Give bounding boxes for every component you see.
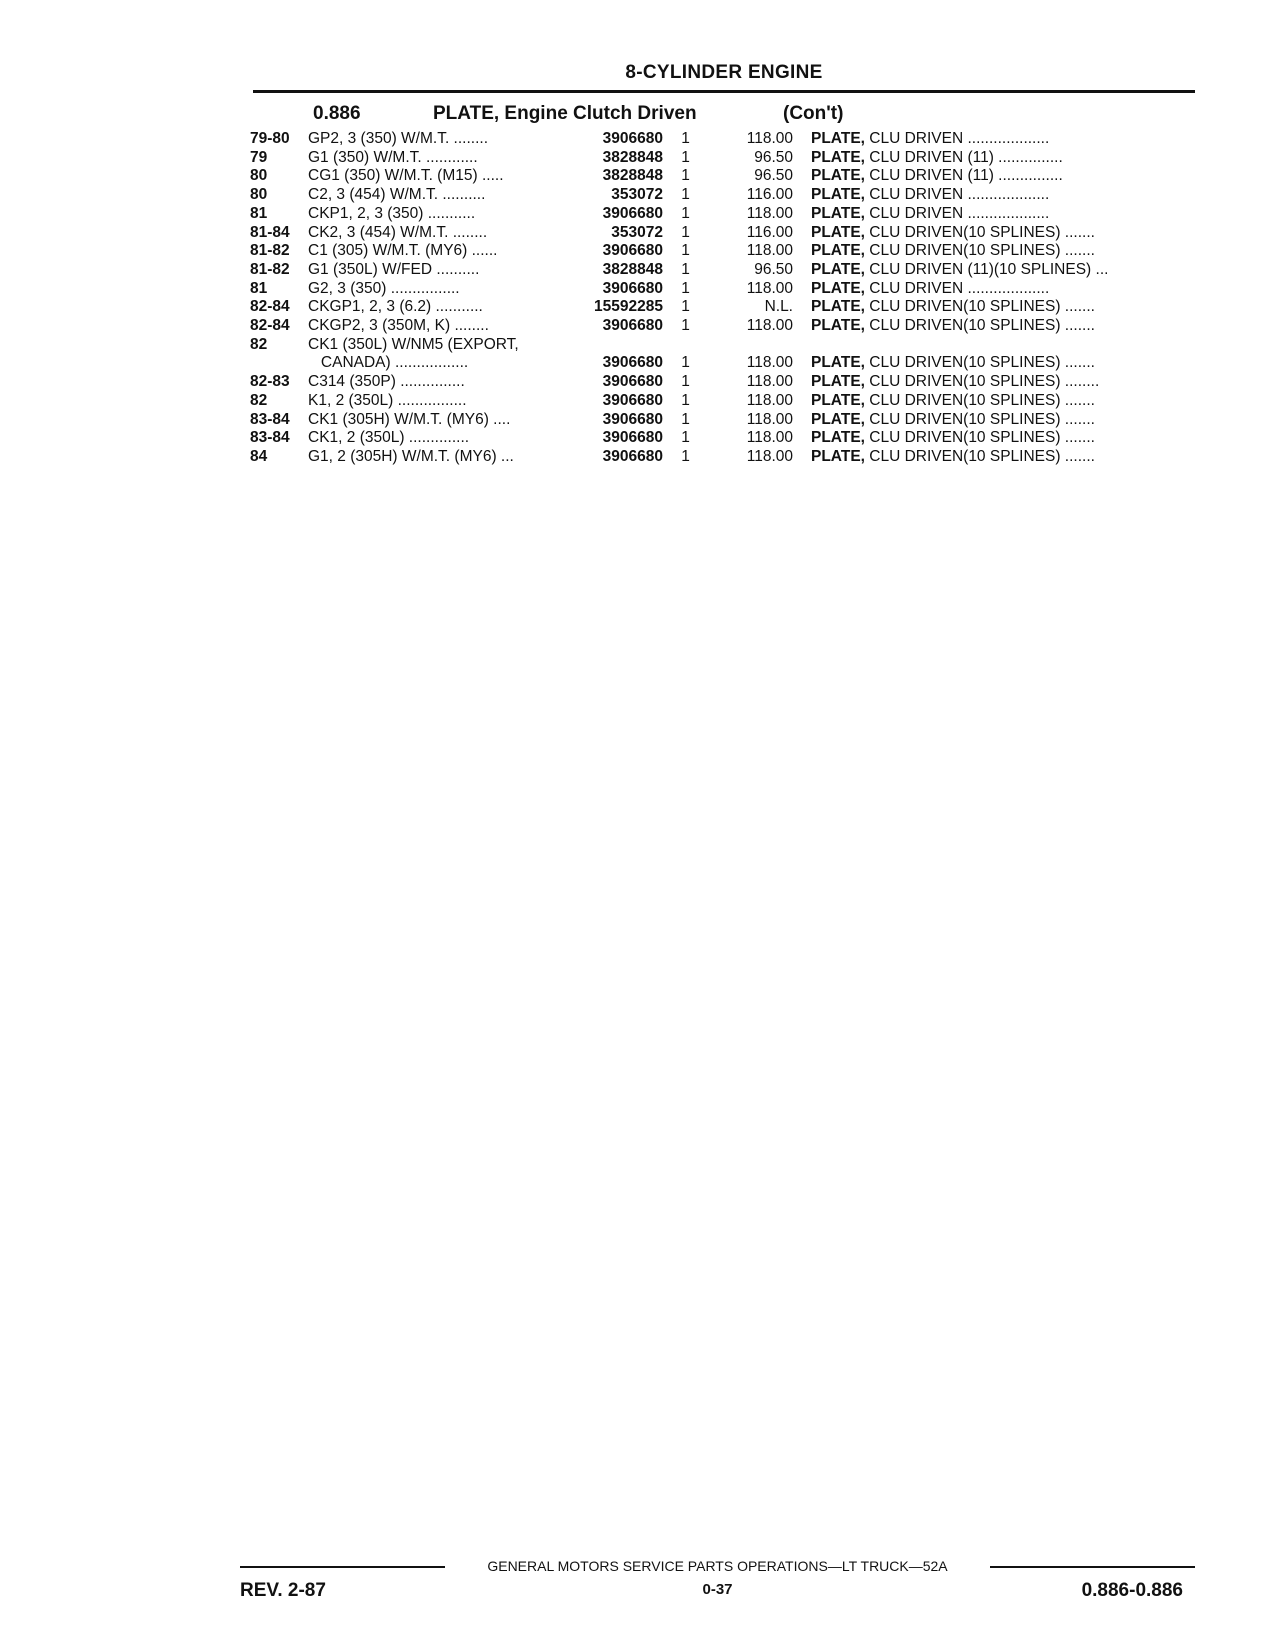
section-heading	[313, 103, 843, 125]
quantity-cell: 1	[681, 223, 690, 241]
description-text: CLU DRIVEN(10 SPLINES) ........	[864, 373, 1100, 391]
description-cell	[811, 167, 1176, 186]
price-cell: 118.00	[746, 279, 793, 297]
description-keyword: PLATE,	[811, 429, 865, 447]
quantity-cell: 1	[681, 130, 690, 147]
quantity-cell: 1	[681, 204, 690, 222]
part-number-cell: 3906680	[602, 447, 663, 465]
price-cell: 96.50	[754, 260, 793, 278]
description-text: CLU DRIVEN(10 SPLINES) .......	[864, 354, 1095, 372]
description-keyword: PLATE,	[811, 242, 865, 260]
description-cell	[811, 298, 1176, 317]
description-cell	[811, 224, 1176, 243]
parts-table	[250, 130, 1176, 467]
quantity-cell: 1	[681, 167, 690, 185]
year-cell: 81-82	[250, 242, 290, 260]
part-number-cell: 15592285	[594, 298, 663, 316]
table-row	[250, 261, 1176, 280]
description-keyword: PLATE,	[811, 279, 865, 297]
part-number-cell: 3906680	[602, 317, 663, 335]
year-cell: 81-82	[250, 260, 290, 278]
price-cell	[708, 336, 811, 355]
quantity-cell: 1	[681, 317, 690, 335]
quantity-cell: 1	[681, 148, 690, 166]
model-cell: G1, 2 (305H) W/M.T. (MY6) ...	[308, 447, 514, 465]
part-number-cell: 3906680	[602, 204, 663, 222]
description-keyword: PLATE,	[811, 167, 865, 185]
description-cell	[811, 205, 1176, 224]
description-text: CLU DRIVEN(10 SPLINES) .......	[864, 391, 1095, 409]
part-number-cell: 3906680	[602, 279, 663, 297]
footer-publisher: GENERAL MOTORS SERVICE PARTS OPERATIONS—LT TRUCK—52A	[487, 1558, 948, 1574]
description-keyword: PLATE,	[811, 317, 865, 335]
part-number-cell: 3906680	[602, 373, 663, 391]
year-cell: 80	[250, 186, 268, 204]
year-cell: 79	[250, 148, 268, 166]
description-keyword: PLATE,	[811, 391, 865, 409]
table-row	[250, 392, 1176, 411]
quantity-cell	[663, 336, 708, 355]
price-cell: 118.00	[746, 429, 793, 447]
model-cell: CKP1, 2, 3 (350) ...........	[308, 204, 476, 222]
price-cell: 118.00	[746, 354, 793, 372]
year-cell: 81	[250, 279, 268, 297]
table-row	[250, 186, 1176, 205]
year-cell: 82-84	[250, 317, 290, 335]
description-text: CLU DRIVEN ...................	[864, 279, 1050, 297]
footer-revision: REV. 2-87	[240, 1580, 326, 1601]
table-row	[250, 336, 1176, 355]
price-cell: 118.00	[746, 410, 793, 428]
model-cell: CK1, 2 (350L) ..............	[308, 429, 470, 447]
quantity-cell: 1	[681, 410, 690, 428]
part-number-cell: 353072	[611, 186, 663, 204]
table-row	[250, 354, 1176, 373]
model-cell: C314 (350P) ...............	[308, 373, 465, 391]
table-row	[250, 411, 1176, 430]
parts-table-body	[250, 130, 1176, 467]
footer-page-number: 0-37	[702, 1581, 733, 1598]
year-cell: 82-83	[250, 373, 290, 391]
year-cell: 79-80	[250, 130, 290, 147]
description-cell	[811, 261, 1176, 280]
quantity-cell: 1	[681, 373, 690, 391]
price-cell: N.L.	[764, 298, 793, 316]
model-cell: CG1 (350) W/M.T. (M15) .....	[308, 167, 504, 185]
description-keyword: PLATE,	[811, 130, 865, 147]
description-text: CLU DRIVEN (11)(10 SPLINES) ...	[864, 260, 1109, 278]
model-cell: G2, 3 (350) ................	[308, 279, 460, 297]
description-text: CLU DRIVEN(10 SPLINES) .......	[864, 298, 1095, 316]
table-row	[250, 448, 1176, 467]
table-row	[250, 429, 1176, 448]
quantity-cell: 1	[681, 260, 690, 278]
description-cell	[811, 354, 1176, 373]
model-cell: CK2, 3 (454) W/M.T. ........	[308, 223, 488, 241]
description-keyword: PLATE,	[811, 223, 865, 241]
section-description: PLATE, Engine Clutch Driven	[433, 103, 697, 124]
part-number-cell: 3906680	[602, 130, 663, 147]
description-keyword: PLATE,	[811, 354, 865, 372]
description-text: CLU DRIVEN ...................	[864, 130, 1050, 147]
description-text: CLU DRIVEN ...................	[864, 204, 1050, 222]
part-number-cell: 3906680	[602, 354, 663, 372]
description-keyword: PLATE,	[811, 373, 865, 391]
section-code: 0.886	[313, 103, 361, 124]
year-cell: 84	[250, 447, 268, 465]
footer-range: 0.886-0.886	[1081, 1580, 1183, 1601]
description-keyword: PLATE,	[811, 186, 865, 204]
description-keyword: PLATE,	[811, 447, 865, 465]
price-cell: 118.00	[746, 204, 793, 222]
year-cell: 82-84	[250, 298, 290, 316]
year-cell: 83-84	[250, 410, 290, 428]
model-cell: GP2, 3 (350) W/M.T. ........	[308, 130, 489, 147]
part-number-cell: 3828848	[602, 148, 663, 166]
price-cell: 96.50	[754, 167, 793, 185]
page-title: 8-CYLINDER ENGINE	[625, 62, 823, 83]
description-text: CLU DRIVEN (11) ...............	[864, 148, 1063, 166]
description-cell	[811, 448, 1176, 467]
quantity-cell: 1	[681, 391, 690, 409]
description-cell	[811, 336, 1176, 355]
description-cell	[811, 130, 1176, 149]
quantity-cell: 1	[681, 242, 690, 260]
price-cell: 116.00	[746, 223, 793, 241]
price-cell: 116.00	[746, 186, 793, 204]
year-cell	[250, 354, 308, 373]
table-row	[250, 167, 1176, 186]
part-number-cell: 353072	[611, 223, 663, 241]
page-header	[253, 60, 1195, 93]
description-text: CLU DRIVEN(10 SPLINES) .......	[864, 447, 1095, 465]
description-cell	[811, 149, 1176, 168]
year-cell: 81	[250, 204, 268, 222]
description-cell	[811, 392, 1176, 411]
table-row	[250, 205, 1176, 224]
year-cell: 82	[250, 335, 268, 353]
table-row	[250, 130, 1176, 149]
part-number-cell: 3906680	[602, 429, 663, 447]
model-cell: G1 (350L) W/FED ..........	[308, 260, 480, 278]
price-cell: 118.00	[746, 447, 793, 465]
description-cell	[811, 242, 1176, 261]
part-number-cell: 3906680	[602, 242, 663, 260]
section-continued: (Con't)	[783, 103, 844, 124]
price-cell: 118.00	[746, 242, 793, 260]
quantity-cell: 1	[681, 447, 690, 465]
year-cell: 80	[250, 167, 268, 185]
price-cell: 118.00	[746, 391, 793, 409]
description-keyword: PLATE,	[811, 148, 865, 166]
description-text: CLU DRIVEN ...................	[864, 186, 1050, 204]
year-cell: 82	[250, 391, 268, 409]
model-cell: K1, 2 (350L) ................	[308, 391, 467, 409]
description-keyword: PLATE,	[811, 204, 865, 222]
table-row	[250, 149, 1176, 168]
model-cell: CKGP1, 2, 3 (6.2) ...........	[308, 298, 483, 316]
quantity-cell: 1	[681, 354, 690, 372]
description-text: CLU DRIVEN(10 SPLINES) .......	[864, 429, 1095, 447]
description-text: CLU DRIVEN(10 SPLINES) .......	[864, 410, 1095, 428]
part-number-cell: 3828848	[602, 260, 663, 278]
model-cell: C1 (305) W/M.T. (MY6) ......	[308, 242, 498, 260]
year-cell: 81-84	[250, 223, 290, 241]
quantity-cell: 1	[681, 186, 690, 204]
price-cell: 96.50	[754, 148, 793, 166]
model-cell: G1 (350) W/M.T. ............	[308, 148, 478, 166]
description-text: CLU DRIVEN (11) ...............	[864, 167, 1063, 185]
description-text: CLU DRIVEN(10 SPLINES) .......	[864, 223, 1095, 241]
description-cell	[811, 429, 1176, 448]
table-row	[250, 280, 1176, 299]
table-row	[250, 224, 1176, 243]
table-row	[250, 373, 1176, 392]
part-number-cell: 3828848	[602, 167, 663, 185]
part-number-cell: 3906680	[602, 410, 663, 428]
model-cell: C2, 3 (454) W/M.T. ..........	[308, 186, 486, 204]
part-number-cell: 3906680	[602, 391, 663, 409]
description-keyword: PLATE,	[811, 260, 865, 278]
description-cell	[811, 411, 1176, 430]
quantity-cell: 1	[681, 298, 690, 316]
part-number-cell	[575, 336, 663, 355]
description-text: CLU DRIVEN(10 SPLINES) .......	[864, 317, 1095, 335]
description-cell	[811, 280, 1176, 299]
year-cell: 83-84	[250, 429, 290, 447]
price-cell: 118.00	[746, 317, 793, 335]
quantity-cell: 1	[681, 429, 690, 447]
table-row	[250, 317, 1176, 336]
price-cell: 118.00	[746, 130, 793, 147]
model-cell: CKGP2, 3 (350M, K) ........	[308, 317, 489, 335]
page-footer	[240, 1550, 1195, 1620]
description-keyword: PLATE,	[811, 410, 865, 428]
table-row	[250, 242, 1176, 261]
description-text: CLU DRIVEN(10 SPLINES) .......	[864, 242, 1095, 260]
description-keyword: PLATE,	[811, 298, 865, 316]
model-cell: CK1 (305H) W/M.T. (MY6) ....	[308, 410, 511, 428]
model-cell: CANADA) .................	[308, 354, 469, 372]
price-cell: 118.00	[746, 373, 793, 391]
quantity-cell: 1	[681, 279, 690, 297]
description-cell	[811, 373, 1176, 392]
description-cell	[811, 186, 1176, 205]
table-row	[250, 298, 1176, 317]
description-cell	[811, 317, 1176, 336]
model-cell: CK1 (350L) W/NM5 (EXPORT,	[308, 335, 519, 353]
